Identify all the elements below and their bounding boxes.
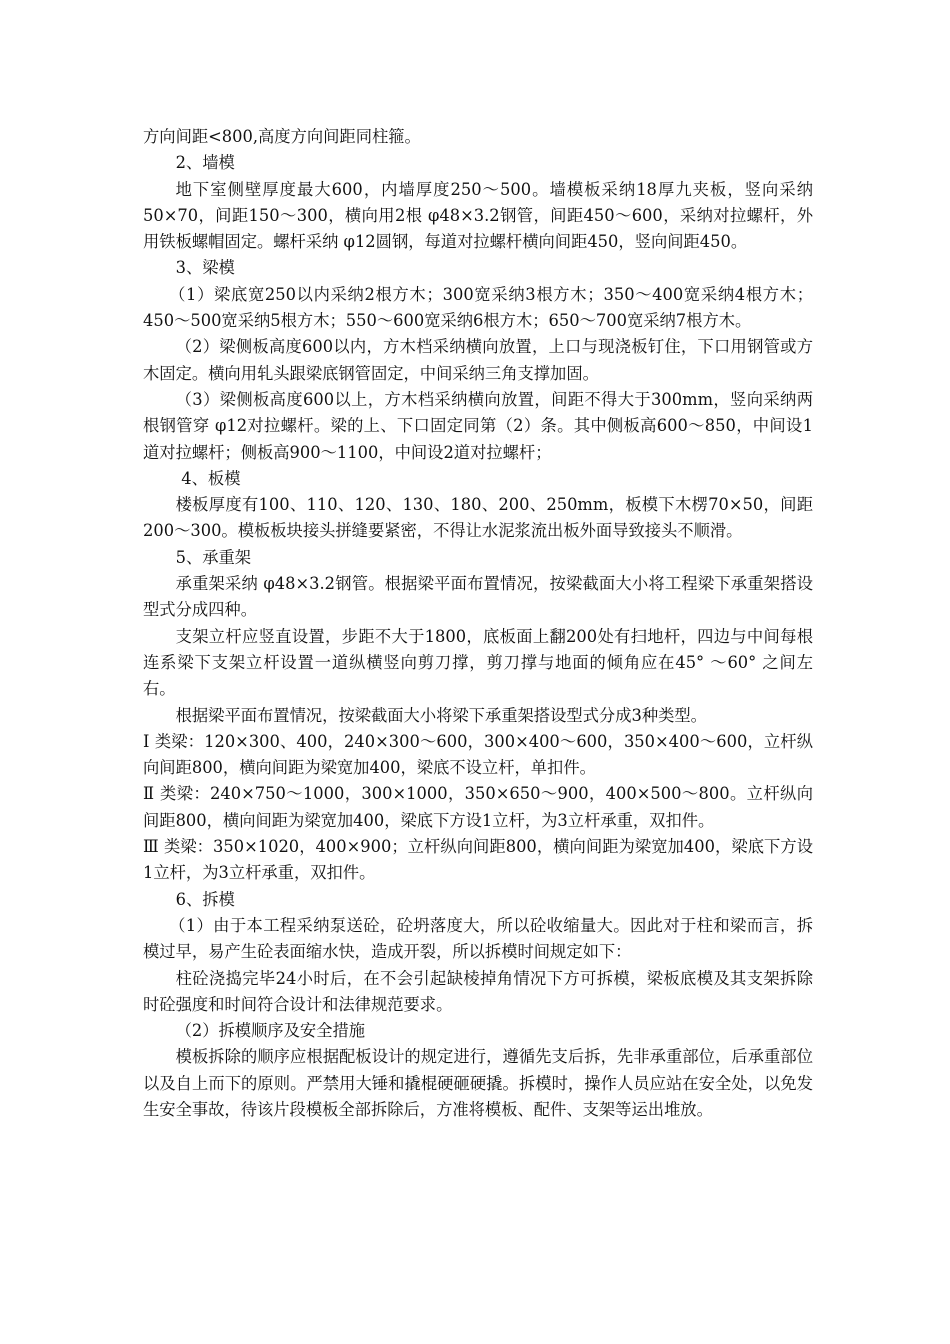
paragraph: （1）梁底宽250以内采纳2根方木；300宽采纳3根方木；350～400宽采纳4根方木；450～500宽采纳5根方木；550～600宽采纳6根方木；650～700宽采纳7根方木。 — [143, 284, 813, 331]
paragraph-beam-type-1: Ⅰ 类梁：120×300、400，240×300～600，300×400～600，350×400～600，立杆纵向间距800，横向间距为梁宽加400，梁底不设立杆，单扣件。 — [143, 731, 813, 778]
section-heading-load-frame: 5、承重架 — [175, 547, 252, 567]
section-heading-wall-formwork: 2、墙模 — [175, 153, 235, 173]
paragraph: （3）梁侧板高度600以上，方木档采纳横向放置，间距不得大于300mm，竖向采纳两根钢管穿 φ12对拉螺杆。梁的上、下口固定同第（2）条。其中侧板高600～850，中间设1道对拉螺杆；侧板高900～1100，中间设2道对拉螺杆； — [143, 389, 813, 462]
section-heading-beam-formwork: 3、梁模 — [175, 258, 235, 278]
paragraph: 支架立杆应竖直设置，步距不大于1800，底板面上翻200处有扫地杆，四边与中间每根连系梁下支架立杆设置一道纵横竖向剪刀撑，剪刀撑与地面的倾角应在45° ～60° 之间左右。 — [143, 626, 813, 699]
paragraph: （2）梁侧板高度600以内，方木档采纳横向放置，上口与现浇板钉住，下口用钢管或方木固定。横向用轧头跟梁底钢管固定，中间采纳三角支撑加固。 — [143, 337, 813, 383]
paragraph: 模板拆除的顺序应根据配板设计的规定进行，遵循先支后拆，先非承重部位，后承重部位以及自上而下的原则。严禁用大锤和撬棍硬砸硬撬。拆模时，操作人员应站在安全处，以免发生安全事故，待该片段模板全部拆除后，方准将模板、配件、支架等运出堆放。 — [143, 1047, 813, 1119]
paragraph: 根据梁平面布置情况，按梁截面大小将梁下承重架搭设型式分成3种类型。 — [175, 705, 707, 725]
paragraph-beam-type-2: Ⅱ 类梁：240×750～1000，300×1000，350×650～900，400×500～800。立杆纵向间距800，横向间距为梁宽加400，梁底下方设1立杆，为3立杆承重，双扣件。 — [143, 784, 813, 830]
paragraph: 地下室侧壁厚度最大600，内墙厚度250～500。墙模板采纳18厚九夹板，竖向采纳50×70，间距150～300，横向用2根 φ48×3.2钢管，间距450～600，采纳对拉螺杆，外用铁板螺帽固定。螺杆采纳 φ12圆钢，每道对拉螺杆横向间距450，竖向间距450。 — [143, 179, 813, 252]
paragraph: 承重架采纳 φ48×3.2钢管。根据梁平面布置情况，按梁截面大小将工程梁下承重架搭设型式分成四种。 — [143, 574, 813, 620]
paragraph-beam-type-3: Ⅲ 类梁：350×1020，400×900；立杆纵向间距800，横向间距为梁宽加400，梁底下方设1立杆，为3立杆承重，双扣件。 — [143, 837, 813, 883]
section-heading-formwork-removal: 6、拆模 — [175, 889, 235, 909]
paragraph: 楼板厚度有100、110、120、130、180、200、250mm，板模下木楞70×50，间距200～300。模板板块接头拼缝要紧密，不得让水泥浆流出板外面导致接头不顺滑。 — [143, 495, 813, 541]
subheading-removal-order: （2）拆模顺序及安全措施 — [175, 1021, 366, 1041]
document-body — [143, 124, 813, 1123]
paragraph: 方向间距<800,高度方向间距同柱箍。 — [143, 127, 421, 146]
paragraph: 柱砼浇捣完毕24小时后，在不会引起缺棱掉角情况下方可拆模，梁板底模及其支架拆除时砼强度和时间符合设计和法律规范要求。 — [143, 968, 813, 1014]
section-heading-slab-formwork: 4、板模 — [181, 468, 241, 488]
paragraph: （1）由于本工程采纳泵送砼，砼坍落度大，所以砼收缩量大。因此对于柱和梁而言，拆模过早，易产生砼表面缩水快，造成开裂，所以拆模时间规定如下： — [143, 915, 813, 962]
